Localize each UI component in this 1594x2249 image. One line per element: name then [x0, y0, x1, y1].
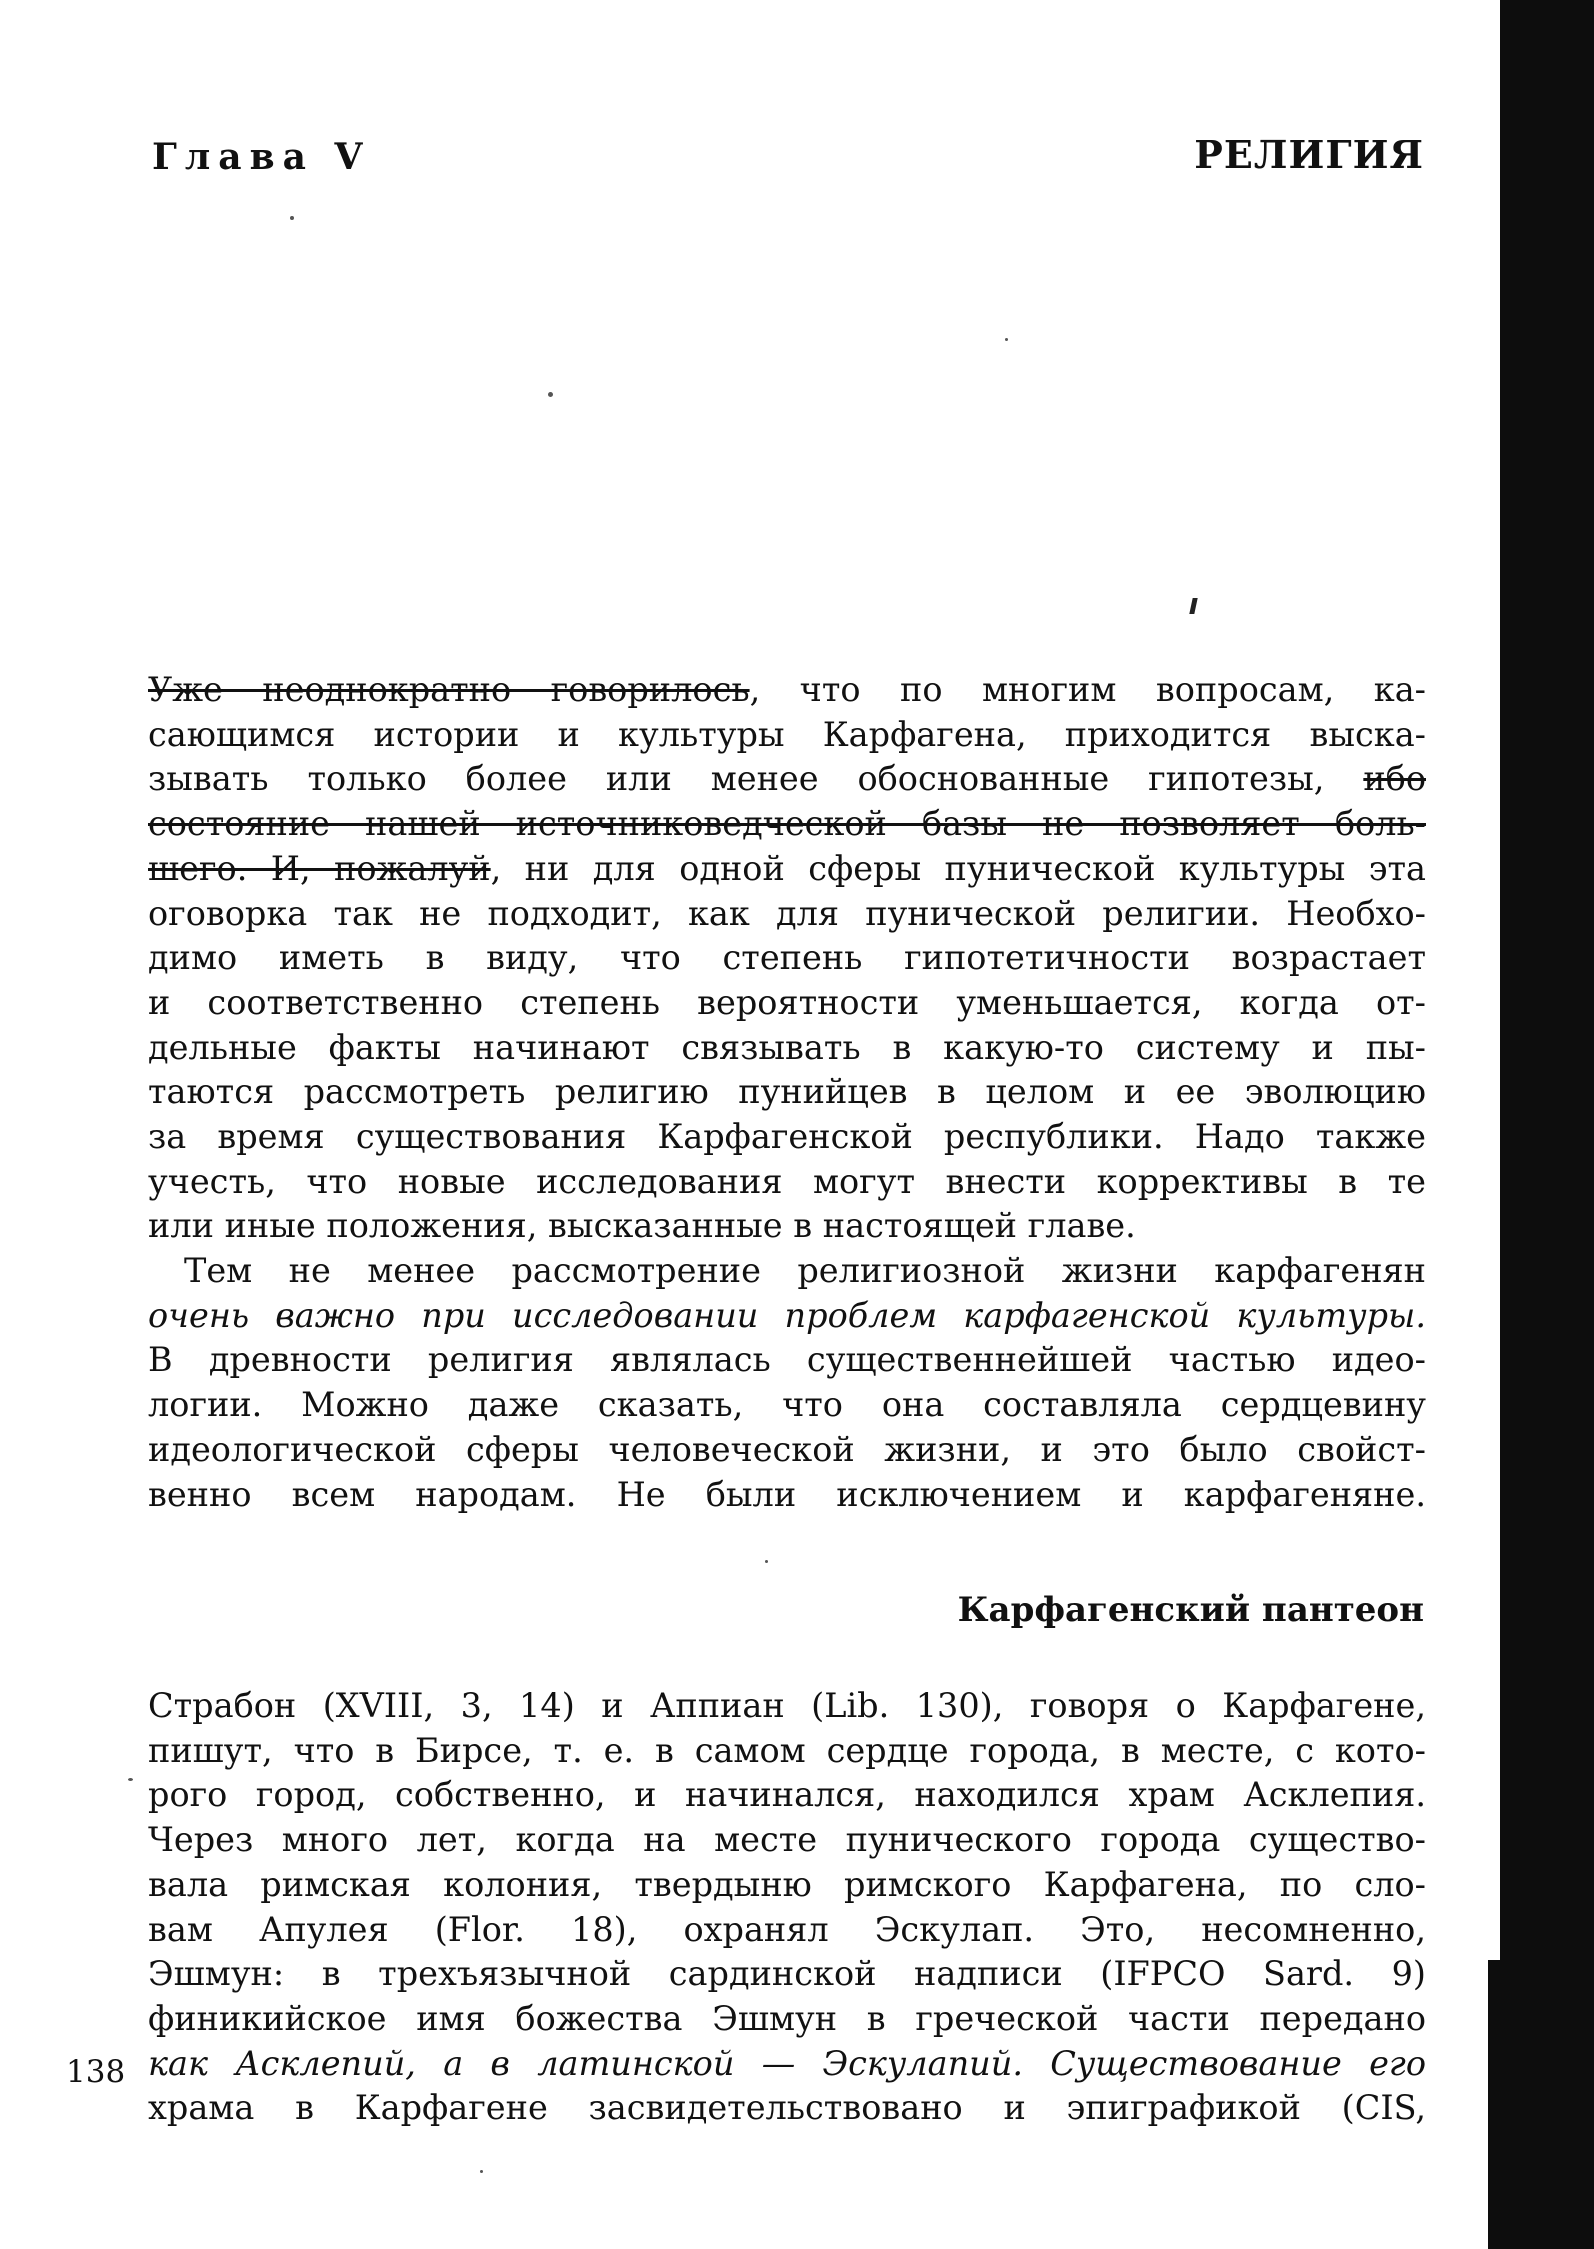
text-line [148, 2086, 1426, 2131]
line-text: очень важно при исследовании проблем карфагенской культуры. [148, 1295, 1426, 1335]
struck-text: состояние нашей источниковедческой базы не позволяет боль- [148, 804, 1426, 844]
line-text: венно всем народам. Не были исключением и карфагеняне. [148, 1474, 1426, 1514]
line-text: таются рассмотреть религию пунийцев в целом и ее эволюцию [148, 1072, 1426, 1112]
line-text: В древности религия являлась существеннейшей частью идео- [148, 1340, 1426, 1380]
struck-text: ибо [1363, 759, 1426, 799]
scan-edge-shadow [1500, 0, 1594, 2249]
section-heading: Карфагенский пантеон [957, 1590, 1424, 1630]
text-line [148, 1204, 1426, 1249]
section-body [148, 1684, 1426, 2131]
line-text: зывать только более или менее обоснованные гипотезы, [148, 759, 1364, 799]
line-text: оговорка так не подходит, как для пунической религии. Необхо- [148, 893, 1426, 933]
text-line [148, 1249, 1426, 1294]
line-text: за время существования Карфагенской республики. Надо также [148, 1117, 1426, 1157]
text-line [148, 1908, 1426, 1953]
text-line [148, 981, 1426, 1026]
scan-speck [548, 392, 553, 397]
line-text: храма в Карфагене засвидетельствовано и эпиграфикой (CIS, [148, 2088, 1426, 2128]
line-text: сающимся истории и культуры Карфагена, приходится выска- [148, 714, 1426, 754]
line-text: , ни для одной сферы пунической культуры эта [490, 848, 1426, 888]
pen-mark [1189, 598, 1197, 614]
text-line [148, 1818, 1426, 1863]
text-line [148, 1684, 1426, 1729]
line-text: Через много лет, когда на месте пунического города существо- [148, 1820, 1426, 1860]
text-line [148, 892, 1426, 937]
text-line [148, 1428, 1426, 1473]
struck-text: шего. И, пожалуй [148, 848, 491, 888]
line-text: логии. Можно даже сказать, что она составляла сердцевину [148, 1385, 1426, 1425]
intro-paragraph [148, 668, 1426, 1249]
line-text: рого город, собственно, и начинался, находился храм Асклепия. [148, 1775, 1426, 1815]
text-line [148, 802, 1426, 847]
line-text: димо иметь в виду, что степень гипотетичности возрастает [148, 938, 1426, 978]
text-line [148, 847, 1426, 892]
page-title: РЕЛИГИЯ [1194, 132, 1424, 177]
text-line [148, 1473, 1426, 1518]
scan-speck [290, 216, 294, 220]
text-line [148, 1729, 1426, 1774]
text-line [148, 2042, 1426, 2087]
text-line [148, 1383, 1426, 1428]
text-line [148, 1070, 1426, 1115]
line-text: дельные факты начинают связывать в какую-то систему и пы- [148, 1027, 1426, 1067]
text-line [148, 1997, 1426, 2042]
text-line [148, 1160, 1426, 1205]
line-text: пишут, что в Бирсе, т. е. в самом сердце города, в месте, с кото- [148, 1730, 1426, 1770]
text-line [148, 1294, 1426, 1339]
text-line [148, 668, 1426, 713]
line-text: и соответственно степень вероятности уменьшается, когда от- [148, 982, 1426, 1022]
line-text: Страбон (XVIII, 3, 14) и Аппиан (Lib. 130), говоря о Карфагене, [148, 1686, 1426, 1725]
scan-speck [1005, 338, 1008, 341]
text-line [148, 1115, 1426, 1160]
scan-speck [480, 2170, 483, 2173]
line-text: Тем не менее рассмотрение религиозной жизни карфагенян [184, 1251, 1426, 1290]
page-number: 138 [66, 2054, 126, 2090]
text-line [148, 1026, 1426, 1071]
text-line [148, 1773, 1426, 1818]
line-text: финикийское имя божества Эшмун в греческой части передано [148, 1998, 1426, 2038]
line-text: , что по многим вопросам, ка- [749, 670, 1426, 709]
line-text: или иные положения, высказанные в настоящей главе. [148, 1206, 1136, 1246]
struck-text: Уже неоднократно говорилось [148, 670, 750, 709]
text-line [148, 1338, 1426, 1383]
line-text: как Асклепий, а в латинской — Эскулапий. Существование его [148, 2043, 1426, 2083]
chapter-label: Глава V [152, 136, 371, 178]
text-line [148, 1952, 1426, 1997]
text-line [148, 1863, 1426, 1908]
line-text: Эшмун: в трехъязычной сардинской надписи (IFPCO Sard. 9) [148, 1954, 1426, 1994]
line-text: вам Апулея (Flor. 18), охранял Эскулап. Это, несомненно, [148, 1909, 1426, 1949]
scan-edge-shadow-lower [1488, 1960, 1506, 2249]
text-line [148, 713, 1426, 758]
text-line [148, 757, 1426, 802]
line-text: идеологической сферы человеческой жизни, и это было свойст- [148, 1429, 1426, 1469]
text-line [148, 936, 1426, 981]
scan-speck [765, 1560, 768, 1563]
line-text: учесть, что новые исследования могут внести коррективы в те [148, 1161, 1426, 1201]
scan-speck [128, 1778, 133, 1781]
second-paragraph [148, 1249, 1426, 1517]
line-text: вала римская колония, твердыню римского Карфагена, по сло- [148, 1864, 1426, 1904]
